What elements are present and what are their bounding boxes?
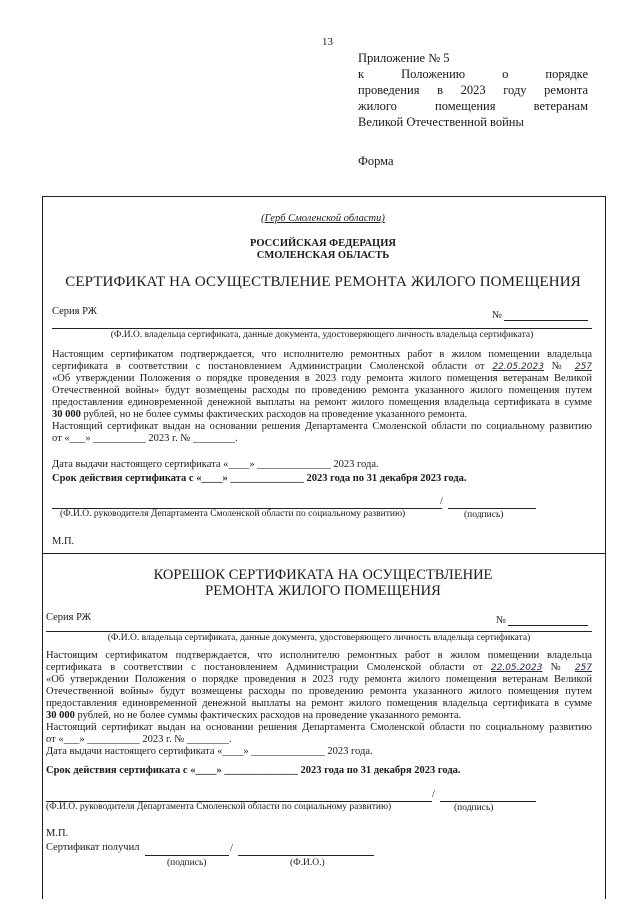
stub-received-name-field[interactable]: [238, 855, 374, 856]
stub-received-signature-field[interactable]: [145, 855, 229, 856]
certificate-body: Настоящим сертификатом подтверждается, что исполнителю ремонтных работ в жилом помещении владельца сертификата в соответствии с постановлением Администрации Смоленской области от 22.05.2023 № 257 «Об утверждении Положения о порядке проведения в 2023 году ремонта жилого помещения ветеранам Великой Отечественной войны» будут возмещены расходы по проведению ремонта указанного жилого помещения путем предоставления единовременной денежной выплаты на ремонт жилого помещения владельца сертификата в сумме 30 000 рублей, но не более суммы фактических расходов на проведение указанного ремонта. Настоящий сертификат выдан на основании решения Департамента Смоленской области по социальному развитию от «___» __________ 2023 г. № ________.: [52, 349, 593, 444]
annex-line4: Великой Отечественной войны: [358, 115, 524, 129]
stub-title: КОРЕШОК СЕРТИФИКАТА НА ОСУЩЕСТВЛЕНИЕ РЕМОНТА ЖИЛОГО ПОМЕЩЕНИЯ: [153, 567, 493, 599]
tear-line: [42, 553, 605, 554]
stub-owner-caption: (Ф.И.О. владельца сертификата, данные документа, удостоверяющего личность владельца сертификата): [107, 633, 531, 643]
handwritten-date: 22.05.2023: [490, 663, 543, 673]
stub-head-caption: (Ф.И.О. руководителя Департамента Смоленской области по социальному развитию): [46, 802, 392, 812]
stub-number-label: №: [496, 615, 507, 626]
stub-stamp-label: М.П.: [46, 828, 69, 839]
certificate-issue-date: Дата выдачи настоящего сертификата «____» ______________ 2023 года.: [52, 459, 379, 470]
certificate-signature-field[interactable]: [448, 508, 536, 509]
stub-body: Настоящим сертификатом подтверждается, что исполнителю ремонтных работ в жилом помещении владельца сертификата в соответствии с постановлением Администрации Смоленской области от 22.05.2023 № 257 «Об утверждении Положения о порядке проведения в 2023 году ремонта жилого помещения ветеранам Великой Отечественной войны» будут возмещены расходы по проведению ремонта указанного жилого помещения путем предоставления единовременной денежной выплаты на ремонт жилого помещения владельца сертификата в сумме 30 000 рублей, но не более суммы фактических расходов на проведение указанного ремонта. Настоящий сертификат выдан на основании решения Департамента Смоленской области по социальному развитию от «___» __________ 2023 г. № ________. Дата выдачи настоящего сертификата «____» ______________ 2023 года.: [46, 650, 593, 757]
form-label: Форма: [358, 154, 394, 168]
annex-line3: жилого помещения ветеранам: [358, 99, 588, 113]
handwritten-date: 22.05.2023: [492, 362, 544, 372]
annex-line1: к Положению о порядке: [358, 67, 588, 81]
stub-received-name-caption: (Ф.И.О.): [290, 858, 325, 868]
page-number: 13: [322, 36, 333, 48]
stub-received-label: Сертификат получил: [46, 842, 140, 853]
annex-title: Приложение № 5: [358, 51, 450, 65]
stub-received-signature-caption: (подпись): [167, 858, 207, 868]
certificate-heading: [42, 238, 604, 262]
certificate-head-caption: (Ф.И.О. руководителя Департамента Смоленской области по социальному развитию): [60, 509, 406, 519]
coat-of-arms-placeholder: (Герб Смоленской области): [261, 213, 385, 224]
certificate-number-label: №: [492, 310, 503, 321]
annex-line2: проведения в 2023 году ремонта: [358, 83, 588, 97]
stub-series: Серия РЖ: [46, 612, 91, 623]
certificate-series: Серия РЖ: [52, 306, 97, 317]
certificate-owner-caption: (Ф.И.О. владельца сертификата, данные документа, удостоверяющего личность владельца сертификата): [110, 330, 534, 340]
certificate-number-field[interactable]: [504, 320, 588, 321]
stub-signature-caption: (подпись): [454, 803, 494, 813]
country-name: РОССИЙСКАЯ ФЕДЕРАЦИЯ: [250, 238, 396, 249]
annex-header: [358, 50, 588, 130]
certificate-stamp-label: М.П.: [52, 536, 75, 547]
certificate-frame: [42, 196, 606, 899]
certificate-validity: Срок действия сертификата с «____» ______________ 2023 года по 31 декабря 2023 года.: [52, 473, 467, 484]
region-name: СМОЛЕНСКАЯ ОБЛАСТЬ: [256, 250, 390, 261]
handwritten-number: 257: [574, 663, 593, 673]
certificate-owner-field[interactable]: [52, 328, 592, 329]
stub-number-field[interactable]: [508, 625, 588, 626]
certificate-signature-caption: (подпись): [464, 510, 504, 520]
stub-validity: Срок действия сертификата с «____» ______________ 2023 года по 31 декабря 2023 года.: [46, 765, 461, 776]
stub-signature-field[interactable]: [440, 801, 536, 802]
stub-owner-field[interactable]: [46, 631, 592, 632]
certificate-title: СЕРТИФИКАТ НА ОСУЩЕСТВЛЕНИЕ РЕМОНТА ЖИЛОГО ПОМЕЩЕНИЯ: [65, 274, 581, 290]
handwritten-number: 257: [574, 362, 593, 372]
